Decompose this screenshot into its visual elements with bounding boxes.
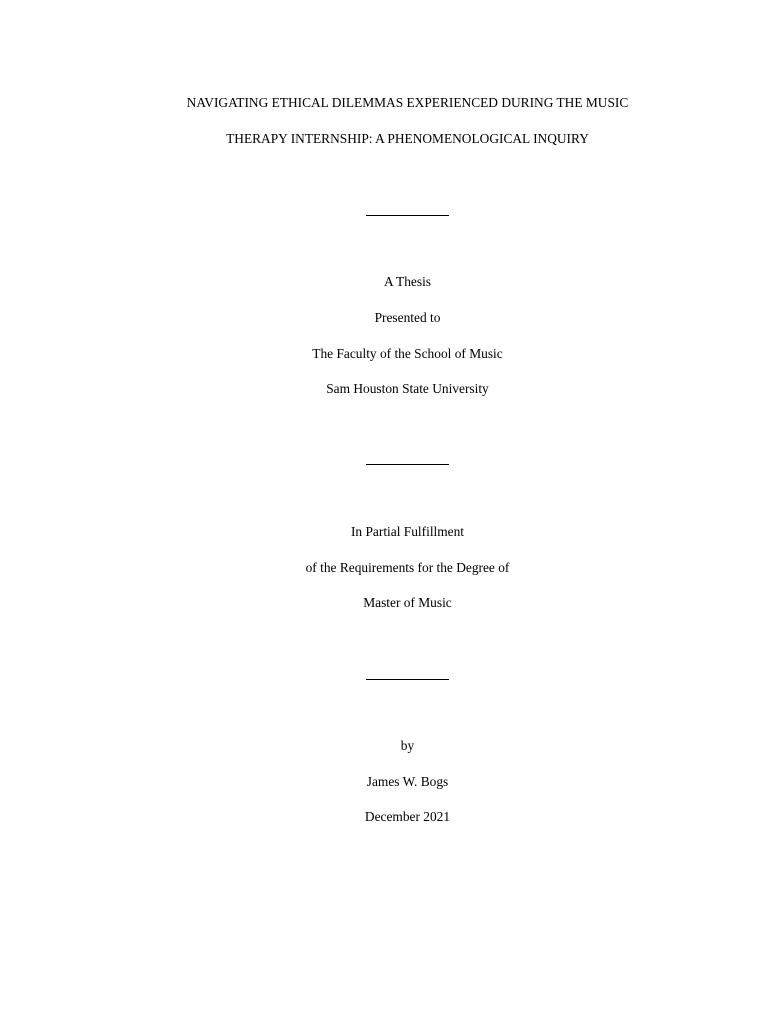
presented-to-label: Presented to [374, 310, 441, 325]
fulfillment-line-1: In Partial Fulfillment [350, 524, 465, 539]
by-label: by [400, 738, 415, 753]
separator-rule-3 [366, 679, 449, 680]
separator-rule-2 [366, 464, 449, 465]
fulfillment-line-2: of the Requirements for the Degree of [305, 560, 510, 575]
faculty-name: The Faculty of the School of Music [312, 346, 503, 361]
university-name: Sam Houston State University [326, 381, 489, 396]
submission-date: December 2021 [364, 809, 451, 824]
degree-name: Master of Music [363, 595, 452, 610]
separator-rule-1 [366, 215, 449, 216]
author-name: James W. Bogs [366, 774, 449, 789]
thesis-title-line-1: NAVIGATING ETHICAL DILEMMAS EXPERIENCED DURING THE MUSIC [186, 95, 629, 110]
thesis-title-line-2: THERAPY INTERNSHIP: A PHENOMENOLOGICAL INQUIRY [226, 131, 589, 146]
document-type: A Thesis [384, 274, 431, 289]
